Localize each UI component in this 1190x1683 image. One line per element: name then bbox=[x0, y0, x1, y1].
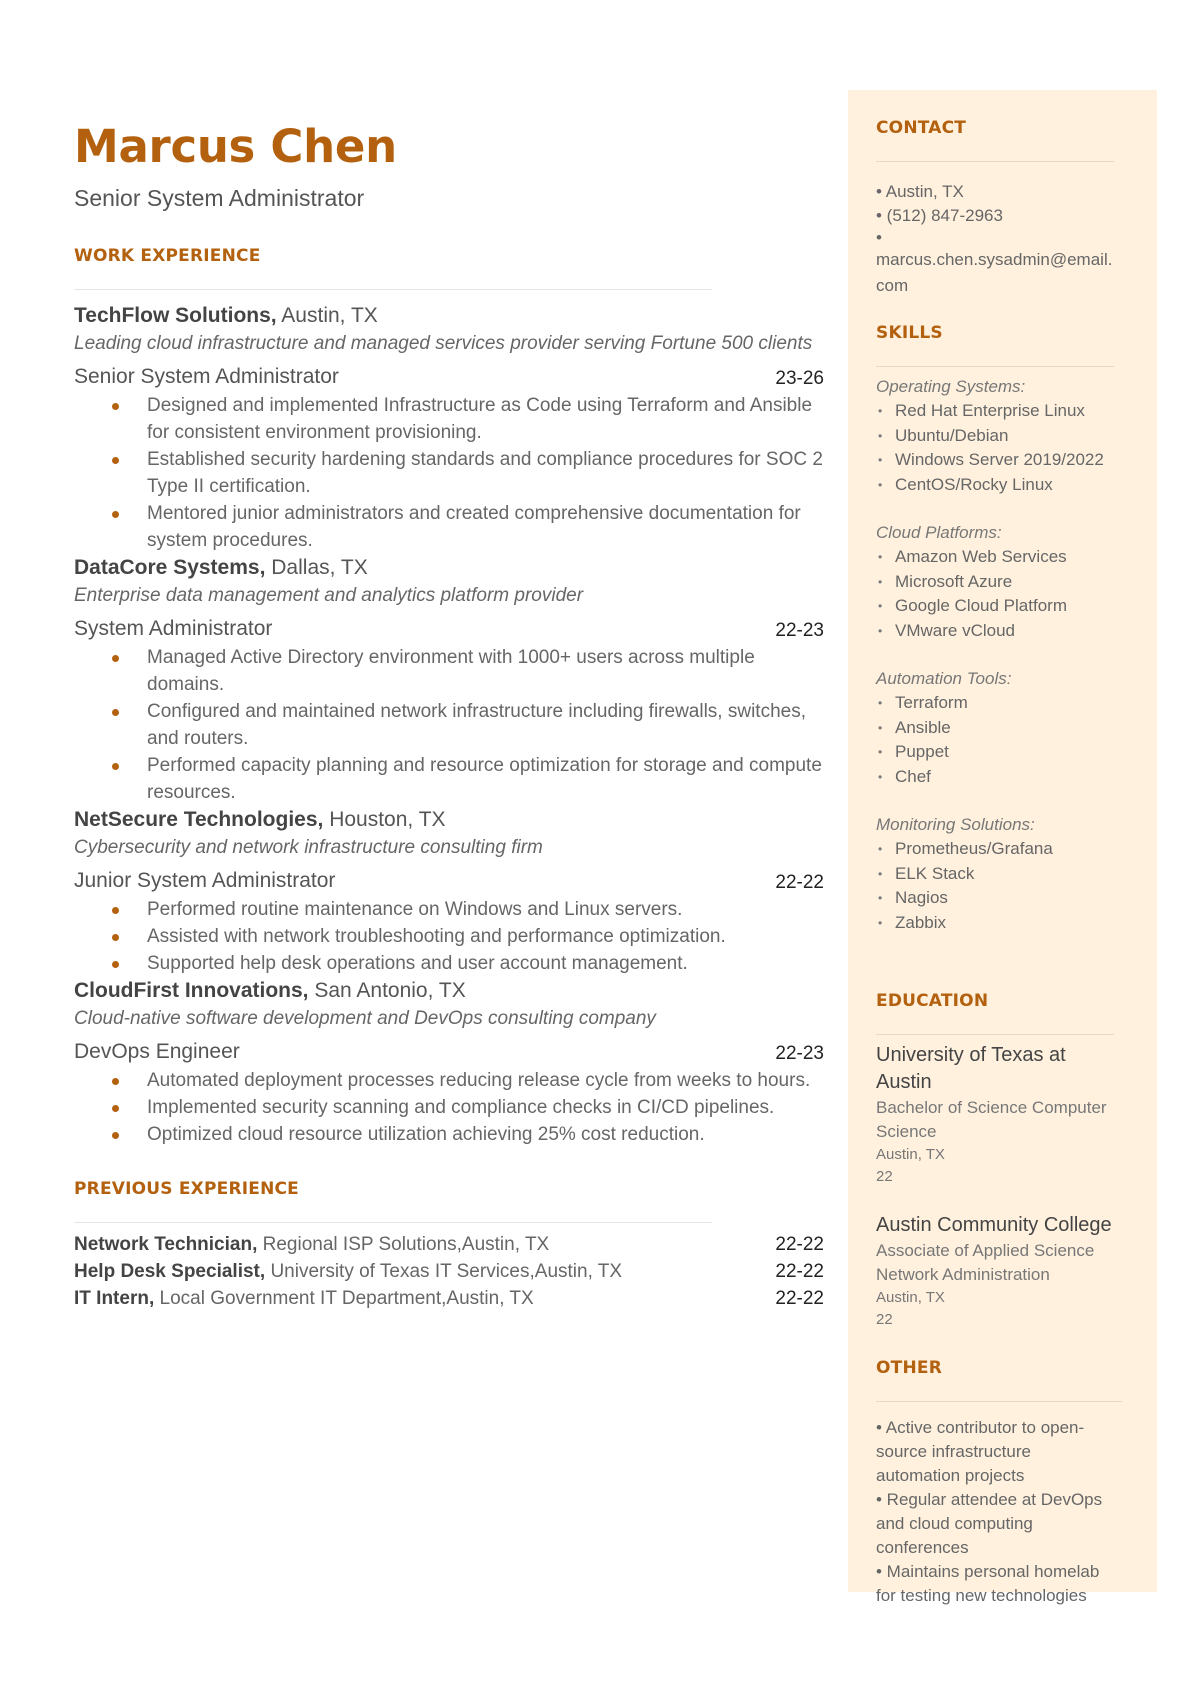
job-bullet: Established security hardening standards and compliance procedures for SOC 2 Type II certification. bbox=[74, 446, 824, 500]
skill-item: • Zabbix bbox=[876, 911, 1126, 936]
contact-email-bullet: • bbox=[876, 228, 882, 247]
job-bullet: Performed capacity planning and resource optimization for storage and compute resources. bbox=[74, 752, 824, 806]
job-entry bbox=[74, 806, 824, 977]
skill-item: • Puppet bbox=[876, 740, 1126, 765]
job-bullets bbox=[74, 896, 824, 977]
job-role: System Administrator bbox=[74, 617, 273, 640]
section-divider bbox=[876, 366, 1114, 367]
previous-dates: 22-22 bbox=[775, 1288, 824, 1309]
previous-experience-list bbox=[74, 1231, 824, 1312]
other-line: • Maintains personal homelab bbox=[876, 1562, 1100, 1581]
skill-item: • ELK Stack bbox=[876, 862, 1126, 887]
section-title-skills: SKILLS bbox=[876, 323, 943, 343]
job-entry bbox=[74, 302, 824, 554]
other-line: • Regular attendee at DevOps bbox=[876, 1490, 1103, 1509]
main-column bbox=[74, 120, 824, 1312]
job-bullet: Mentored junior administrators and created comprehensive documentation for system procedures. bbox=[74, 500, 824, 554]
previous-dates: 22-22 bbox=[775, 1234, 824, 1255]
skill-group bbox=[876, 667, 1126, 789]
other-line: automation projects bbox=[876, 1466, 1025, 1485]
other-line: and cloud computing bbox=[876, 1514, 1033, 1533]
skill-item: • Prometheus/Grafana bbox=[876, 837, 1126, 862]
job-bullets bbox=[74, 644, 824, 806]
job-location: Austin, TX bbox=[281, 304, 378, 327]
education-degree-cont: Science bbox=[876, 1122, 937, 1141]
other-line: • Active contributor to open- bbox=[876, 1418, 1085, 1437]
education-school: University of Texas at bbox=[876, 1044, 1066, 1066]
job-role-row bbox=[74, 1038, 824, 1067]
education-entry bbox=[876, 1212, 1126, 1331]
job-entry bbox=[74, 977, 824, 1148]
education-year: 22 bbox=[876, 1311, 893, 1328]
skill-item: • CentOS/Rocky Linux bbox=[876, 473, 1126, 498]
skill-item: • Red Hat Enterprise Linux bbox=[876, 399, 1126, 424]
section-title-other: OTHER bbox=[876, 1358, 942, 1378]
skill-item: • Terraform bbox=[876, 691, 1126, 716]
education-location: Austin, TX bbox=[876, 1289, 945, 1306]
other-line: conferences bbox=[876, 1538, 969, 1557]
section-title-education: EDUCATION bbox=[876, 991, 989, 1011]
previous-experience-row bbox=[74, 1285, 824, 1312]
job-company-line bbox=[74, 806, 824, 834]
job-company-line bbox=[74, 977, 824, 1005]
job-role-row bbox=[74, 867, 824, 896]
job-bullet: Supported help desk operations and user account management. bbox=[74, 950, 824, 977]
job-description: Cybersecurity and network infrastructure consulting firm bbox=[74, 837, 543, 858]
job-role: Senior System Administrator bbox=[74, 365, 339, 388]
skill-group bbox=[876, 375, 1126, 497]
contact-email-cont[interactable]: com bbox=[876, 276, 909, 295]
previous-org: University of Texas IT Services,Austin, TX bbox=[270, 1261, 623, 1282]
job-dates: 22-23 bbox=[775, 1043, 824, 1064]
previous-experience-row bbox=[74, 1231, 824, 1258]
job-bullet: Configured and maintained network infrastructure including firewalls, switches, and routers. bbox=[74, 698, 824, 752]
education-location: Austin, TX bbox=[876, 1146, 945, 1163]
skill-category: Operating Systems: bbox=[876, 377, 1026, 396]
previous-org: Regional ISP Solutions,Austin, TX bbox=[262, 1234, 550, 1255]
other-line: source infrastructure bbox=[876, 1442, 1031, 1461]
skill-group bbox=[876, 521, 1126, 643]
skill-item: • Windows Server 2019/2022 bbox=[876, 448, 1126, 473]
previous-experience-row bbox=[74, 1258, 824, 1285]
job-company-line bbox=[74, 302, 824, 330]
education-year: 22 bbox=[876, 1168, 893, 1185]
previous-dates: 22-22 bbox=[775, 1261, 824, 1282]
section-title-work-experience: WORK EXPERIENCE bbox=[74, 246, 261, 266]
job-bullet: Assisted with network troubleshooting and performance optimization. bbox=[74, 923, 824, 950]
job-company: TechFlow Solutions, bbox=[74, 304, 277, 327]
sidebar-content bbox=[876, 118, 1126, 1608]
contact-phone: • (512) 847-2963 bbox=[876, 206, 1003, 225]
job-company: NetSecure Technologies, bbox=[74, 808, 324, 831]
other-list bbox=[876, 1416, 1126, 1608]
previous-role: IT Intern, bbox=[74, 1288, 155, 1309]
job-bullet: Managed Active Directory environment with 1000+ users across multiple domains. bbox=[74, 644, 824, 698]
job-entry bbox=[74, 554, 824, 806]
job-bullet: Automated deployment processes reducing release cycle from weeks to hours. bbox=[74, 1067, 824, 1094]
education-degree: Associate of Applied Science bbox=[876, 1241, 1095, 1260]
education-school: Austin Community College bbox=[876, 1214, 1112, 1236]
contact-location: • Austin, TX bbox=[876, 182, 964, 201]
education-degree: Bachelor of Science Computer bbox=[876, 1098, 1107, 1117]
candidate-name: Marcus Chen bbox=[74, 120, 397, 173]
job-dates: 22-23 bbox=[775, 620, 824, 641]
education-entry bbox=[876, 1042, 1126, 1188]
job-bullets bbox=[74, 1067, 824, 1148]
job-role-row bbox=[74, 363, 824, 392]
contact-email[interactable]: marcus.chen.sysadmin@email. bbox=[876, 250, 1113, 269]
skill-category: Cloud Platforms: bbox=[876, 523, 1002, 542]
job-location: San Antonio, TX bbox=[314, 979, 466, 1002]
job-bullets bbox=[74, 392, 824, 554]
skill-category: Automation Tools: bbox=[876, 669, 1012, 688]
section-divider bbox=[876, 1034, 1114, 1035]
section-title-previous-experience: PREVIOUS EXPERIENCE bbox=[74, 1179, 299, 1199]
previous-org: Local Government IT Department,Austin, TX bbox=[159, 1288, 534, 1309]
section-divider bbox=[876, 1401, 1122, 1402]
section-title-contact: CONTACT bbox=[876, 118, 967, 138]
job-location: Dallas, TX bbox=[271, 556, 368, 579]
previous-role: Network Technician, bbox=[74, 1234, 258, 1255]
job-company: DataCore Systems, bbox=[74, 556, 266, 579]
job-description: Enterprise data management and analytics platform provider bbox=[74, 585, 584, 606]
job-bullet: Performed routine maintenance on Windows and Linux servers. bbox=[74, 896, 824, 923]
skill-category: Monitoring Solutions: bbox=[876, 815, 1035, 834]
skill-item: • Ubuntu/Debian bbox=[876, 424, 1126, 449]
skill-item: • Amazon Web Services bbox=[876, 545, 1126, 570]
job-bullet: Optimized cloud resource utilization achieving 25% cost reduction. bbox=[74, 1121, 824, 1148]
skill-item: • Chef bbox=[876, 765, 1126, 790]
skill-group bbox=[876, 813, 1126, 935]
job-company-line bbox=[74, 554, 824, 582]
job-role-row bbox=[74, 615, 824, 644]
job-bullet: Designed and implemented Infrastructure as Code using Terraform and Ansible for consistent environment provisioning. bbox=[74, 392, 824, 446]
skill-item: • Nagios bbox=[876, 886, 1126, 911]
job-role: DevOps Engineer bbox=[74, 1040, 240, 1063]
section-divider bbox=[74, 289, 712, 290]
sidebar bbox=[848, 90, 1157, 1605]
skill-item: • Google Cloud Platform bbox=[876, 594, 1126, 619]
job-company: CloudFirst Innovations, bbox=[74, 979, 309, 1002]
job-dates: 23-26 bbox=[775, 368, 824, 389]
candidate-title: Senior System Administrator bbox=[74, 185, 365, 211]
skill-item: • VMware vCloud bbox=[876, 619, 1126, 644]
job-bullet: Implemented security scanning and compliance checks in CI/CD pipelines. bbox=[74, 1094, 824, 1121]
job-dates: 22-22 bbox=[775, 872, 824, 893]
job-location: Houston, TX bbox=[329, 808, 446, 831]
contact-list bbox=[876, 180, 1126, 299]
education-school-cont: Austin bbox=[876, 1071, 932, 1093]
skill-item: • Microsoft Azure bbox=[876, 570, 1126, 595]
section-divider bbox=[74, 1222, 712, 1223]
job-description: Cloud-native software development and DevOps consulting company bbox=[74, 1008, 656, 1029]
job-role: Junior System Administrator bbox=[74, 869, 336, 892]
other-line: for testing new technologies bbox=[876, 1586, 1087, 1605]
previous-role: Help Desk Specialist, bbox=[74, 1261, 266, 1282]
section-divider bbox=[876, 161, 1114, 162]
job-description: Leading cloud infrastructure and managed services provider serving Fortune 500 clients bbox=[74, 333, 813, 354]
skill-item: • Ansible bbox=[876, 716, 1126, 741]
education-degree-cont: Network Administration bbox=[876, 1265, 1050, 1284]
